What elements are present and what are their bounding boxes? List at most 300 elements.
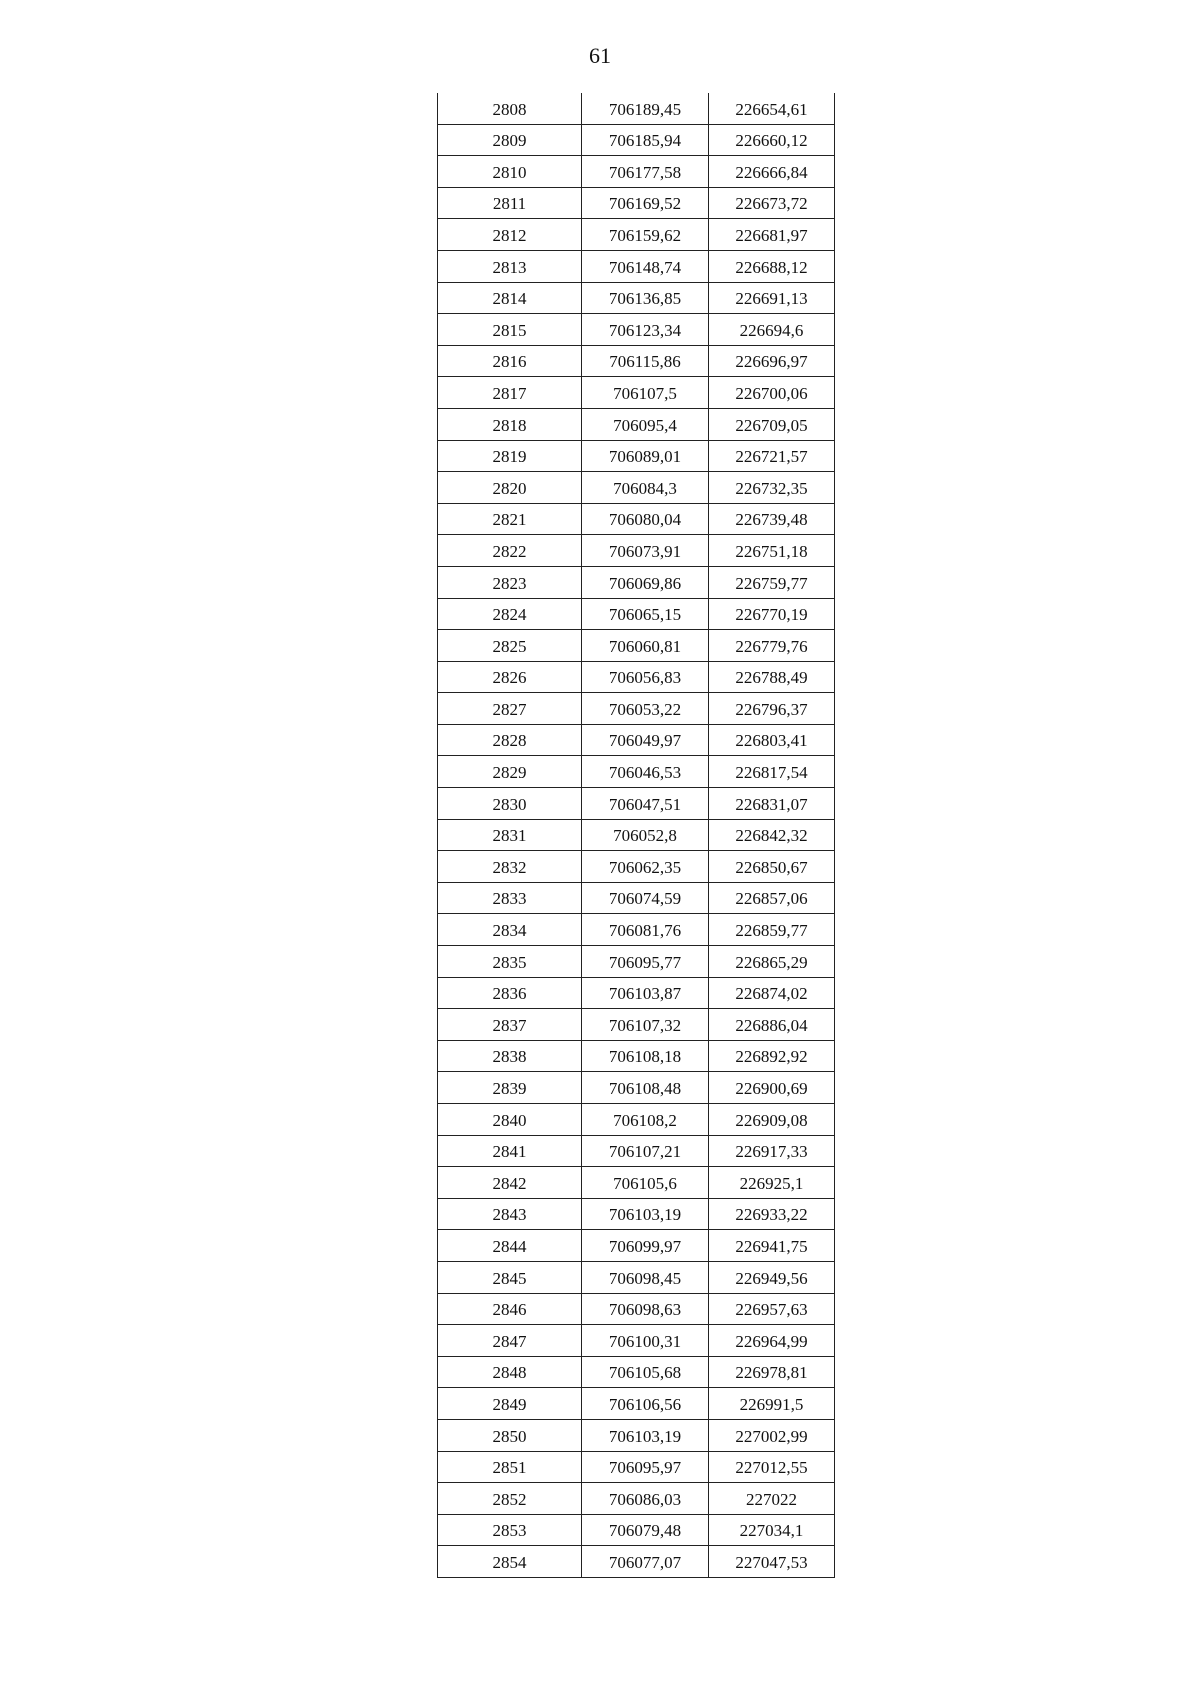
x-coordinate-cell [582,377,709,409]
table-row [438,598,835,630]
table-row [438,440,835,472]
point-number-cell [438,503,582,535]
cell-text: 706148,74 [608,257,682,277]
cell-text: 226696,97 [735,352,808,372]
cell-text: 2834 [492,921,527,941]
point-number-cell [438,1325,582,1357]
cell-text: 226857,06 [735,889,808,909]
point-number-cell [438,250,582,282]
cell-text: 706108,2 [613,1110,677,1130]
y-coordinate-cell [709,1388,835,1420]
point-number-cell [438,408,582,440]
y-coordinate-cell [709,1293,835,1325]
x-coordinate-cell [582,1009,709,1041]
point-number-cell [438,1167,582,1199]
cell-text: 706073,91 [608,541,682,561]
cell-text: 226925,1 [739,1173,804,1193]
cell-text: 706107,21 [608,1142,682,1162]
point-number-cell [438,1135,582,1167]
cell-text: 2824 [492,605,527,625]
cell-text: 706106,56 [608,1394,682,1414]
x-coordinate-cell [582,1072,709,1104]
cell-text: 706189,45 [608,99,682,119]
x-coordinate-cell [582,503,709,535]
cell-text: 2825 [492,636,527,656]
cell-text: 2845 [492,1268,527,1288]
cell-text: 2833 [492,889,527,909]
cell-text: 2840 [492,1110,527,1130]
cell-text: 226732,35 [735,478,808,498]
cell-text: 227012,55 [735,1458,808,1478]
cell-text: 226991,5 [739,1394,804,1414]
point-number-cell [438,1293,582,1325]
y-coordinate-cell [709,788,835,820]
point-number-cell [438,1356,582,1388]
point-number-cell [438,1546,582,1578]
cell-text: 706185,94 [608,131,682,151]
x-coordinate-cell [582,535,709,567]
cell-text: 706052,8 [613,826,677,846]
x-coordinate-cell [582,851,709,883]
x-coordinate-cell [582,693,709,725]
x-coordinate-cell [582,472,709,504]
point-number-cell [438,1040,582,1072]
cell-text: 2828 [492,731,527,751]
y-coordinate-cell [709,1167,835,1199]
cell-text: 2844 [492,1236,527,1256]
x-coordinate-cell [582,598,709,630]
point-number-cell [438,535,582,567]
x-coordinate-cell [582,345,709,377]
cell-text: 226666,84 [735,162,808,182]
cell-text: 706107,32 [608,1015,682,1035]
table-row [438,535,835,567]
point-number-cell [438,1388,582,1420]
cell-text: 226900,69 [735,1079,808,1098]
table-row [438,1009,835,1041]
cell-text: 2813 [492,257,527,277]
cell-text: 226850,67 [735,857,808,877]
x-coordinate-cell [582,724,709,756]
cell-text: 2847 [492,1331,527,1351]
x-coordinate-cell [582,1483,709,1515]
cell-text: 706098,63 [608,1300,682,1320]
cell-text: 2842 [492,1173,527,1193]
point-number-cell [438,946,582,978]
cell-text: 2854 [492,1552,527,1572]
cell-text: 2819 [492,447,527,467]
point-number-cell [438,314,582,346]
cell-text: 2818 [492,415,527,435]
point-number-cell [438,1514,582,1546]
y-coordinate-cell [709,1356,835,1388]
point-number-cell [438,282,582,314]
x-coordinate-cell [582,914,709,946]
point-number-cell [438,1009,582,1041]
cell-text: 706098,45 [608,1268,682,1288]
cell-text: 2841 [492,1142,527,1162]
y-coordinate-cell [709,946,835,978]
cell-text: 226691,13 [735,289,808,309]
x-coordinate-cell [582,1514,709,1546]
cell-text: 706105,6 [613,1173,677,1193]
y-coordinate-cell [709,1419,835,1451]
cell-text: 2811 [492,194,527,214]
x-coordinate-cell [582,1167,709,1199]
cell-text: 226909,08 [735,1110,808,1130]
y-coordinate-cell [709,566,835,598]
point-number-cell [438,756,582,788]
table-row [438,819,835,851]
table-row [438,946,835,978]
table-row [438,977,835,1009]
y-coordinate-cell [709,250,835,282]
cell-text: 706084,3 [613,478,677,498]
cell-text: 706074,59 [608,889,682,909]
cell-text: 706047,51 [608,794,682,814]
cell-text: 706079,48 [608,1521,682,1541]
x-coordinate-cell [582,1419,709,1451]
y-coordinate-cell [709,1104,835,1136]
table-row [438,851,835,883]
cell-text: 706060,81 [608,636,682,656]
x-coordinate-cell [582,882,709,914]
y-coordinate-cell [709,819,835,851]
cell-text: 226660,12 [735,131,808,151]
cell-text: 2851 [492,1458,527,1478]
point-number-cell [438,93,582,124]
cell-text: 2826 [492,668,527,688]
point-number-cell [438,1483,582,1515]
cell-text: 706065,15 [608,605,682,625]
table-row [438,1356,835,1388]
point-number-cell [438,1261,582,1293]
point-number-cell [438,977,582,1009]
cell-text: 226739,48 [735,510,808,530]
cell-text: 706099,97 [608,1236,682,1256]
y-coordinate-cell [709,472,835,504]
x-coordinate-cell [582,1325,709,1357]
point-number-cell [438,661,582,693]
table-row [438,250,835,282]
cell-text: 226892,92 [735,1047,808,1067]
x-coordinate-cell [582,630,709,662]
x-coordinate-cell [582,440,709,472]
cell-text: 226941,75 [735,1236,808,1256]
cell-text: 2815 [492,320,527,340]
table-row [438,408,835,440]
cell-text: 227002,99 [735,1426,808,1446]
table-row [438,345,835,377]
cell-text: 2820 [492,478,527,498]
x-coordinate-cell [582,1293,709,1325]
table-row [438,882,835,914]
cell-text: 2827 [492,699,527,719]
cell-text: 706056,83 [608,668,682,688]
cell-text: 2822 [492,541,527,561]
table-row [438,724,835,756]
x-coordinate-cell [582,219,709,251]
cell-text: 706177,58 [608,162,682,182]
table-row [438,693,835,725]
cell-text: 226978,81 [735,1363,808,1383]
cell-text: 2846 [492,1300,527,1320]
x-coordinate-cell [582,819,709,851]
table-row [438,1293,835,1325]
y-coordinate-cell [709,124,835,156]
y-coordinate-cell [709,377,835,409]
cell-text: 2809 [492,131,527,151]
point-number-cell [438,1451,582,1483]
cell-text: 226831,07 [735,794,808,814]
cell-text: 706095,4 [613,415,677,435]
x-coordinate-cell [582,977,709,1009]
y-coordinate-cell [709,1009,835,1041]
point-number-cell [438,914,582,946]
x-coordinate-cell [582,756,709,788]
table-row [438,1261,835,1293]
y-coordinate-cell [709,1483,835,1515]
cell-text: 226673,72 [735,194,808,214]
cell-text: 227022 [746,1489,797,1509]
cell-text: 2808 [492,99,527,119]
cell-text: 706049,97 [608,731,682,751]
cell-text: 2830 [492,794,527,814]
x-coordinate-cell [582,282,709,314]
y-coordinate-cell [709,219,835,251]
point-number-cell [438,788,582,820]
cell-text: 226842,32 [735,826,808,846]
point-number-cell [438,598,582,630]
table-row [438,1419,835,1451]
table-row [438,503,835,535]
table-row [438,1198,835,1230]
table-row [438,1040,835,1072]
table-row [438,1325,835,1357]
table-row [438,1104,835,1136]
cell-text: 2817 [492,383,527,403]
cell-text: 706136,85 [608,289,682,309]
y-coordinate-cell [709,977,835,1009]
cell-text: 226751,18 [735,541,808,561]
point-number-cell [438,1198,582,1230]
point-number-cell [438,630,582,662]
cell-text: 2838 [492,1047,527,1067]
table-row [438,1546,835,1578]
cell-text: 706107,5 [613,383,677,403]
x-coordinate-cell [582,1451,709,1483]
cell-text: 226709,05 [735,415,808,435]
point-number-cell [438,345,582,377]
cell-text: 2853 [492,1521,527,1541]
cell-text: 706108,48 [608,1079,682,1098]
table-row [438,1451,835,1483]
coordinates-table-body [438,93,835,1577]
cell-text: 706095,77 [608,952,682,972]
cell-text: 226957,63 [735,1300,808,1320]
cell-text: 2839 [492,1079,527,1098]
cell-text: 226859,77 [735,921,808,941]
x-coordinate-cell [582,314,709,346]
table-row [438,566,835,598]
point-number-cell [438,882,582,914]
cell-text: 226949,56 [735,1268,808,1288]
coordinates-table [437,93,835,1578]
y-coordinate-cell [709,1546,835,1578]
cell-text: 226796,37 [735,699,808,719]
y-coordinate-cell [709,724,835,756]
cell-text: 706115,86 [609,352,681,372]
cell-text: 2849 [492,1394,527,1414]
cell-text: 226874,02 [735,984,808,1004]
cell-text: 226721,57 [735,447,808,467]
cell-text: 2850 [492,1426,527,1446]
table-row [438,314,835,346]
cell-text: 226779,76 [735,636,808,656]
cell-text: 2843 [492,1205,527,1225]
y-coordinate-cell [709,156,835,188]
y-coordinate-cell [709,187,835,219]
cell-text: 226688,12 [735,257,808,277]
y-coordinate-cell [709,1230,835,1262]
point-number-cell [438,566,582,598]
point-number-cell [438,851,582,883]
cell-text: 706089,01 [608,447,682,467]
x-coordinate-cell [582,1356,709,1388]
cell-text: 706095,97 [608,1458,682,1478]
y-coordinate-cell [709,1451,835,1483]
x-coordinate-cell [582,1230,709,1262]
y-coordinate-cell [709,1198,835,1230]
cell-text: 706077,07 [608,1552,682,1572]
cell-text: 226788,49 [735,668,808,688]
x-coordinate-cell [582,566,709,598]
cell-text: 2835 [492,952,527,972]
point-number-cell [438,1419,582,1451]
point-number-cell [438,724,582,756]
point-number-cell [438,693,582,725]
cell-text: 706053,22 [608,699,682,719]
point-number-cell [438,819,582,851]
cell-text: 226700,06 [735,383,808,403]
y-coordinate-cell [709,630,835,662]
y-coordinate-cell [709,693,835,725]
cell-text: 2837 [492,1015,527,1035]
cell-text: 706108,18 [608,1047,682,1067]
x-coordinate-cell [582,250,709,282]
point-number-cell [438,1072,582,1104]
x-coordinate-cell [582,946,709,978]
y-coordinate-cell [709,1040,835,1072]
cell-text: 2832 [492,857,527,877]
cell-text: 706105,68 [608,1363,682,1383]
cell-text: 706086,03 [608,1489,682,1509]
table-row [438,756,835,788]
cell-text: 706103,87 [608,984,682,1004]
cell-text: 226933,22 [735,1205,808,1225]
x-coordinate-cell [582,1198,709,1230]
table-row [438,377,835,409]
y-coordinate-cell [709,1325,835,1357]
table-row [438,1072,835,1104]
cell-text: 706103,19 [608,1205,682,1225]
x-coordinate-cell [582,187,709,219]
cell-text: 706100,31 [608,1331,682,1351]
table-row [438,1167,835,1199]
table-row [438,1483,835,1515]
cell-text: 2821 [492,510,527,530]
y-coordinate-cell [709,756,835,788]
cell-text: 2814 [492,289,527,309]
cell-text: 2816 [492,352,527,372]
y-coordinate-cell [709,93,835,124]
x-coordinate-cell [582,661,709,693]
cell-text: 706169,52 [608,194,682,214]
x-coordinate-cell [582,156,709,188]
y-coordinate-cell [709,661,835,693]
point-number-cell [438,124,582,156]
page-number: 61 [589,43,611,68]
y-coordinate-cell [709,345,835,377]
table-row [438,156,835,188]
cell-text: 2852 [492,1489,527,1509]
x-coordinate-cell [582,1546,709,1578]
table-row [438,472,835,504]
cell-text: 226654,61 [735,99,808,119]
table-row [438,630,835,662]
cell-text: 226817,54 [735,763,808,783]
x-coordinate-cell [582,1104,709,1136]
cell-text: 2836 [492,984,527,1004]
table-row [438,187,835,219]
y-coordinate-cell [709,1072,835,1104]
cell-text: 227047,53 [735,1552,808,1572]
cell-text: 706103,19 [608,1426,682,1446]
y-coordinate-cell [709,914,835,946]
cell-text: 226770,19 [735,605,808,625]
cell-text: 706046,53 [608,763,682,783]
cell-text: 706123,34 [608,320,682,340]
table-row [438,1514,835,1546]
x-coordinate-cell [582,1135,709,1167]
cell-text: 226917,33 [735,1142,808,1162]
cell-text: 706081,76 [608,921,682,941]
table-row [438,124,835,156]
y-coordinate-cell [709,314,835,346]
cell-text: 226681,97 [735,225,808,245]
cell-text: 706069,86 [608,573,682,593]
y-coordinate-cell [709,408,835,440]
cell-text: 2823 [492,573,527,593]
cell-text: 2812 [492,225,527,245]
x-coordinate-cell [582,1040,709,1072]
cell-text: 226803,41 [735,731,808,751]
cell-text: 226865,29 [735,952,808,972]
x-coordinate-cell [582,93,709,124]
cell-text: 226694,6 [739,320,804,340]
cell-text: 2810 [492,162,527,182]
cell-text: 2829 [492,763,527,783]
x-coordinate-cell [582,1388,709,1420]
y-coordinate-cell [709,598,835,630]
y-coordinate-cell [709,440,835,472]
y-coordinate-cell [709,851,835,883]
table-row [438,788,835,820]
x-coordinate-cell [582,124,709,156]
cell-text: 706062,35 [608,857,682,877]
point-number-cell [438,377,582,409]
table-row [438,1388,835,1420]
